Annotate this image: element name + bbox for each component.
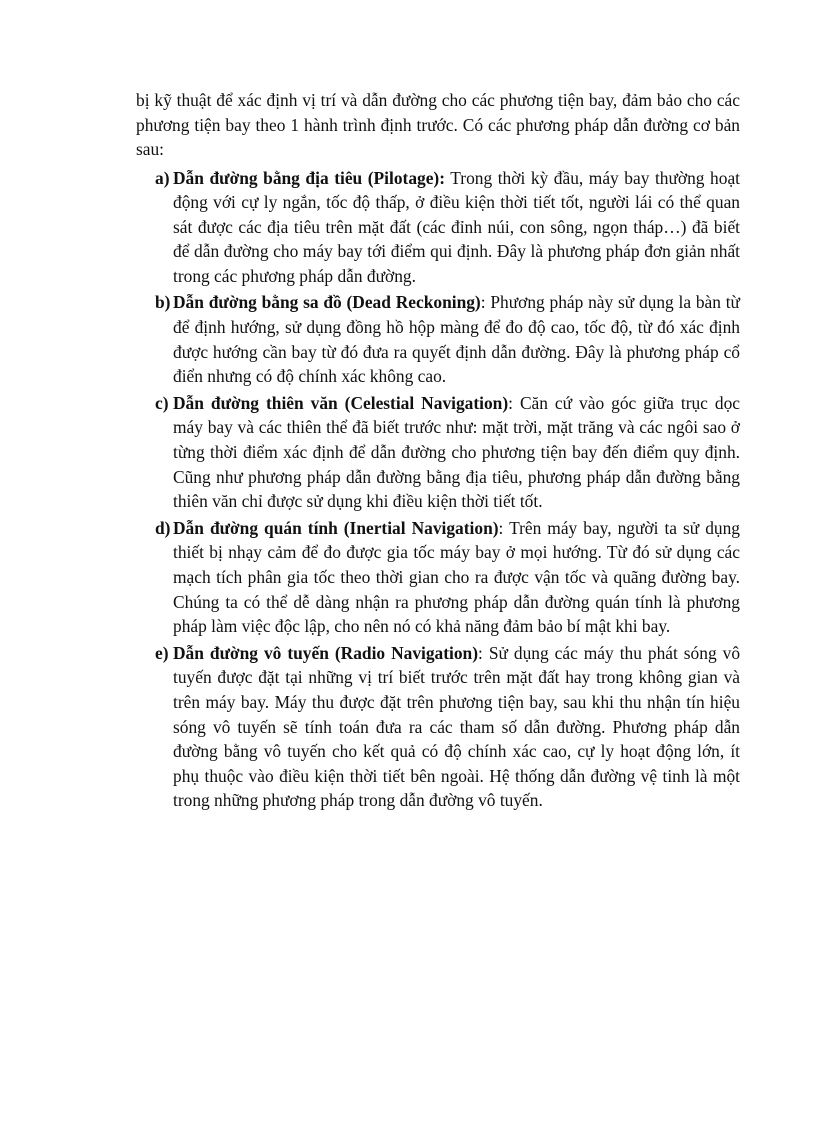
list-item-title: Dẫn đường vô tuyến (Radio Navigation) [173, 642, 479, 663]
list-item-pilotage [136, 166, 740, 289]
list-item-text: Trong thời kỳ đầu, máy bay thường hoạt động với cự ly ngắn, tốc độ thấp, ở điều kiện thời tiết tốt, người lái có thể quan sát được các địa tiêu trên mặt đất (các đỉnh núi, con sông, ngọn tháp…) đã biết để dẫn đường cho máy bay tới điểm qui định. Đây là phương pháp đơn giản nhất trong các phương pháp dẫn đường. [173, 167, 740, 286]
intro-paragraph: bị kỹ thuật để xác định vị trí và dẫn đường cho các phương tiện bay, đảm bảo cho các phương tiện bay theo 1 hành trình định trước. Có các phương pháp dẫn đường cơ bản sau: [136, 90, 740, 159]
list-item-celestial-navigation [136, 391, 740, 514]
list-marker: e) [155, 642, 169, 663]
list-marker: b) [155, 292, 171, 313]
list-item-title: Dẫn đường quán tính (Inertial Navigation) [173, 517, 499, 538]
list-item-text: : Căn cứ vào góc giữa trục dọc máy bay và các thiên thể đã biết trước như: mặt trời, mặt trăng và các ngôi sao ở từng thời điểm xác định để dẫn đường cho phương tiện bay đến điểm quy định. Cũng như phương pháp dẫn đường bằng địa tiêu, phương pháp dẫn đường bằng thiên văn chỉ được sử dụng khi điều kiện thời tiết tốt. [173, 392, 740, 512]
list-marker: c) [155, 392, 169, 413]
list-item-text: : Trên máy bay, người ta sử dụng thiết bị nhạy cảm để đo được gia tốc máy bay ở mọi hướng. Từ đó sử dụng các mạch tích phân gia tốc theo thời gian cho ra được vận tốc và quãng đường bay. Chúng ta có thể dễ dàng nhận ra phương pháp dẫn đường quán tính là phương pháp làm việc độc lập, cho nên nó có khả năng đảm bảo bí mật khi bay. [173, 517, 741, 637]
list-item-text: : Phương pháp này sử dụng la bàn từ để định hướng, sử dụng đồng hồ hộp màng để đo độ cao, tốc độ, từ đó xác định được hướng cần bay từ đó đưa ra quyết định dẫn đường. Đây là phương pháp cổ điển nhưng có độ chính xác không cao. [173, 292, 740, 387]
list-marker: a) [155, 167, 170, 188]
list-item-inertial-navigation [136, 516, 740, 639]
document-page [136, 88, 740, 815]
list-item-dead-reckoning [136, 290, 740, 388]
list-item-title: Dẫn đường thiên văn (Celestial Navigation) [173, 392, 509, 413]
list-item-text: : Sử dụng các máy thu phát sóng vô tuyến được đặt tại những vị trí biết trước trên mặt đất hay trong không gian và trên máy bay. Máy thu được đặt trên phương tiện bay, sau khi thu nhận tín hiệu sóng vô tuyến sẽ tính toán đưa ra các tham số dẫn đường. Phương pháp dẫn đường bằng vô tuyến cho kết quả có độ chính xác cao, cự ly hoạt động lớn, ít phụ thuộc vào điều kiện thời tiết bên ngoài. Hệ thống dẫn đường vệ tinh là một trong những phương pháp trong dẫn đường vô tuyến. [173, 642, 741, 811]
list-item-title: Dẫn đường bằng sa đồ (Dead Reckoning) [173, 292, 481, 313]
list-item-title: Dẫn đường bằng địa tiêu (Pilotage): [173, 167, 446, 188]
list-marker: d) [155, 517, 171, 538]
navigation-methods-list [136, 166, 740, 813]
list-item-radio-navigation [136, 641, 740, 813]
